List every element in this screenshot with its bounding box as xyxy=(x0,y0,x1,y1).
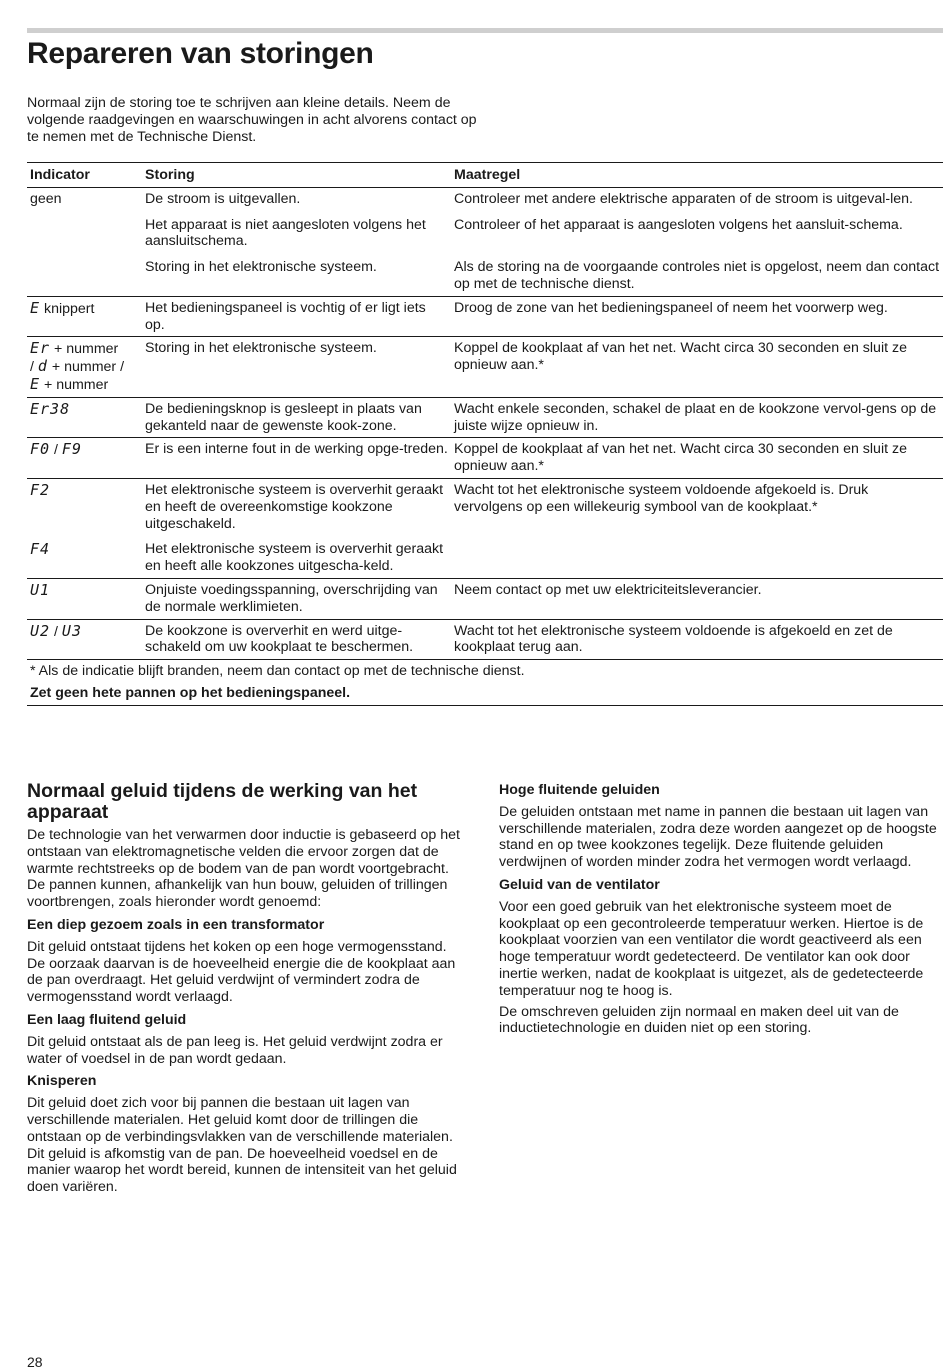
table-row xyxy=(27,296,943,337)
display-symbol-er38: Er38 xyxy=(30,399,71,418)
indicator-text: + nummer xyxy=(43,376,109,393)
indicator-separator: / xyxy=(30,359,34,376)
storing-cell: Het bedieningspaneel is vochtig of er ligt iets op. xyxy=(142,296,451,337)
storing-cell: Er is een interne fout in de werking opge-treden. xyxy=(142,438,451,479)
display-symbol-u2: U2 xyxy=(30,621,51,640)
table-row xyxy=(27,397,943,438)
storing-cell: Het apparaat is niet aangesloten volgens het aansluitschema. xyxy=(145,216,426,250)
subsection-text: Voor een goed gebruik van het elektronische systeem moet de kookplaat op een gecontroleerde temperatuur werken. Hiertoe is de kookplaat voorzien van een ventilator die wordt geactiveerd als een hoge temperatuur wordt gedetecteerd. De ventilator kan ook door inertie werken, nadat de kookplaat is uitgezet, als de gedetecteerde temperatuur nog te hoog is. xyxy=(499,898,924,999)
display-symbol-f4: F4 xyxy=(30,540,51,559)
storing-cell: De kookzone is oververhit en werd uitge-schakeld om uw kookplaat te beschermen. xyxy=(142,619,451,660)
indicator-separator: / xyxy=(54,442,58,459)
table-footnote-row xyxy=(27,660,943,682)
indicator-cell xyxy=(27,478,142,534)
table-warning: Zet geen hete pannen op het bedieningspaneel. xyxy=(27,682,943,705)
indicator-cell xyxy=(27,397,142,438)
indicator-text: knippert xyxy=(43,300,95,317)
storing-cell: Storing in het elektronische systeem. xyxy=(145,259,377,276)
indicator-cell xyxy=(27,534,142,578)
storing-cell: Het elektronische systeem is oververhit geraakt en heeft de overeenkomstige kookzone uitgeschakeld. xyxy=(142,478,451,534)
subsection-text: Dit geluid ontstaat als de pan leeg is. Het geluid verdwijnt zodra er water of voedsel in de pan wordt gedaan. xyxy=(27,1033,443,1067)
display-symbol-f0: F0 xyxy=(30,440,51,459)
maatregel-cell: Wacht tot het elektronische systeem voldoende is afgekoeld en zet de kookplaat terug aan. xyxy=(451,619,943,660)
maatregel-cell: Droog de zone van het bedieningspaneel of neem het voorwerp weg. xyxy=(451,296,943,337)
indicator-cell xyxy=(27,337,142,397)
indicator-cell xyxy=(27,296,142,337)
storing-cell: Het elektronische systeem is oververhit geraakt en heeft alle kookzones uitgescha-keld. xyxy=(145,541,444,575)
closing-text: De omschreven geluiden zijn normaal en maken deel uit van de inductietechnologie en duiden niet op een storing. xyxy=(499,1003,899,1037)
page-title: Repareren van storingen xyxy=(27,37,374,70)
header-indicator: Indicator xyxy=(27,163,142,188)
page-number: 28 xyxy=(27,1354,43,1370)
table-footnote: * Als de indicatie blijft branden, neem dan contact op met de technische dienst. xyxy=(27,660,943,682)
table-row xyxy=(27,210,943,253)
storing-cell: Storing in het elektronische systeem. xyxy=(142,337,451,397)
maatregel-cell: Als de storing na de voorgaande controles niet is opgelost, neem dan contact op met de technische dienst. xyxy=(454,259,940,292)
table-row xyxy=(27,187,943,209)
noise-section-left xyxy=(27,781,467,1200)
maatregel-cell: Neem contact op met uw elektriciteitsleverancier. xyxy=(451,578,943,619)
subsection-text: De geluiden ontstaan met name in pannen die bestaan uit lagen van verschillende materialen, zodra deze worden aangezet op de hoogste stand en op twee kookzones tegelijk. Deze fluitende geluiden verdwijnen of worden minder zodra het vermogen wordt verlaagd. xyxy=(499,803,937,871)
maatregel-cell: Wacht enkele seconden, schakel de plaat en de kookzone vervol-gens op de juiste wijze opnieuw in. xyxy=(451,397,943,438)
table-row xyxy=(27,478,943,534)
intro-paragraph: Normaal zijn de storing toe te schrijven aan kleine details. Neem de volgende raadgevingen en waarschuwingen in acht alvorens contact op te nemen met de Technische Dienst. xyxy=(27,95,477,145)
table-row xyxy=(27,578,943,619)
top-rule xyxy=(27,28,943,33)
table-warning-row xyxy=(27,682,943,705)
section-title: Normaal geluid tijdens de werking van het apparaat xyxy=(27,780,418,823)
maatregel-cell: Controleer met andere elektrische apparaten of de stroom is uitgeval-len. xyxy=(451,187,943,209)
table-row xyxy=(27,619,943,660)
maatregel-cell: Koppel de kookplaat af van het net. Wacht circa 30 seconden en sluit ze opnieuw aan.* xyxy=(451,438,943,479)
subsection-title: Een laag fluitend geluid xyxy=(27,1011,187,1028)
storing-cell: De bedieningsknop is gesleept in plaats van gekanteld naar de gewenste kook-zone. xyxy=(142,397,451,438)
subsection-title: Hoge fluitende geluiden xyxy=(499,782,660,798)
header-storing: Storing xyxy=(142,163,451,188)
display-symbol-f2: F2 xyxy=(30,480,51,499)
indicator-cell xyxy=(27,619,142,660)
subsection-text: Dit geluid ontstaat tijdens het koken op een hoge vermogensstand. De oorzaak daarvan is de hoeveelheid energie die de kookplaat aan de pan overdraagt. Het geluid verdwijnt of vermindert zodra de vermogensstand wordt verlaagd. xyxy=(27,938,456,1006)
maatregel-cell: Controleer of het apparaat is aangesloten volgens het aansluit-schema. xyxy=(454,216,903,233)
display-symbol-f9: F9 xyxy=(61,440,82,459)
section-intro: De technologie van het verwarmen door inductie is gebaseerd op het ontstaan van elektromagnetische velden die ervoor zorgen dat de warmte rechtstreeks op de bodem van de pan wordt voortgebracht. De pannen kunnen, afhankelijk van hun bouw, geluiden of trillingen voortbrengen, zoals hieronder wordt genoemd: xyxy=(27,827,460,911)
indicator-text: + nummer / xyxy=(51,359,125,376)
display-symbol-u1: U1 xyxy=(30,580,51,599)
indicator-cell xyxy=(27,438,142,479)
indicator-separator: / xyxy=(54,623,58,640)
storing-cell: Onjuiste voedingsspanning, overschrijding van de normale werklimieten. xyxy=(142,578,451,619)
header-maatregel: Maatregel xyxy=(451,163,943,188)
display-symbol-e: E xyxy=(30,298,41,317)
display-symbol-u3: U3 xyxy=(61,621,82,640)
table-row xyxy=(27,534,943,578)
maatregel-cell: Koppel de kookplaat af van het net. Wacht circa 30 seconden en sluit ze opnieuw aan.* xyxy=(451,337,943,397)
fault-table xyxy=(27,162,943,706)
table-header-row xyxy=(27,163,943,188)
table-row xyxy=(27,438,943,479)
noise-section-right xyxy=(499,782,939,1041)
maatregel-cell: Wacht tot het elektronische systeem voldoende afgekoeld is. Druk vervolgens op een willekeurig symbool van de kookplaat.* xyxy=(451,478,943,534)
display-symbol-er: Er xyxy=(30,339,51,358)
storing-cell: De stroom is uitgevallen. xyxy=(142,187,451,209)
indicator-text: + nummer xyxy=(54,341,119,358)
display-symbol-e: E xyxy=(30,374,41,393)
indicator-cell: geen xyxy=(27,187,142,209)
display-symbol-d: d xyxy=(37,357,48,376)
subsection-title: Een diep gezoem zoals in een transformator xyxy=(27,916,325,933)
table-row xyxy=(27,252,943,296)
subsection-title: Geluid van de ventilator xyxy=(499,876,660,893)
subsection-text: Dit geluid doet zich voor bij pannen die bestaan uit lagen van verschillende materialen. Het geluid komt door de trillingen die ontstaan op de verbindingsvlakken van de verschillende materialen. Dit geluid is afkomstig van de pan. De hoeveelheid voedsel en de manier waarop het wordt bereid, kunnen de intensiteit van het geluid doen variëren. xyxy=(27,1095,457,1196)
indicator-cell xyxy=(27,578,142,619)
subsection-title: Knisperen xyxy=(27,1073,97,1090)
table-row xyxy=(27,337,943,397)
